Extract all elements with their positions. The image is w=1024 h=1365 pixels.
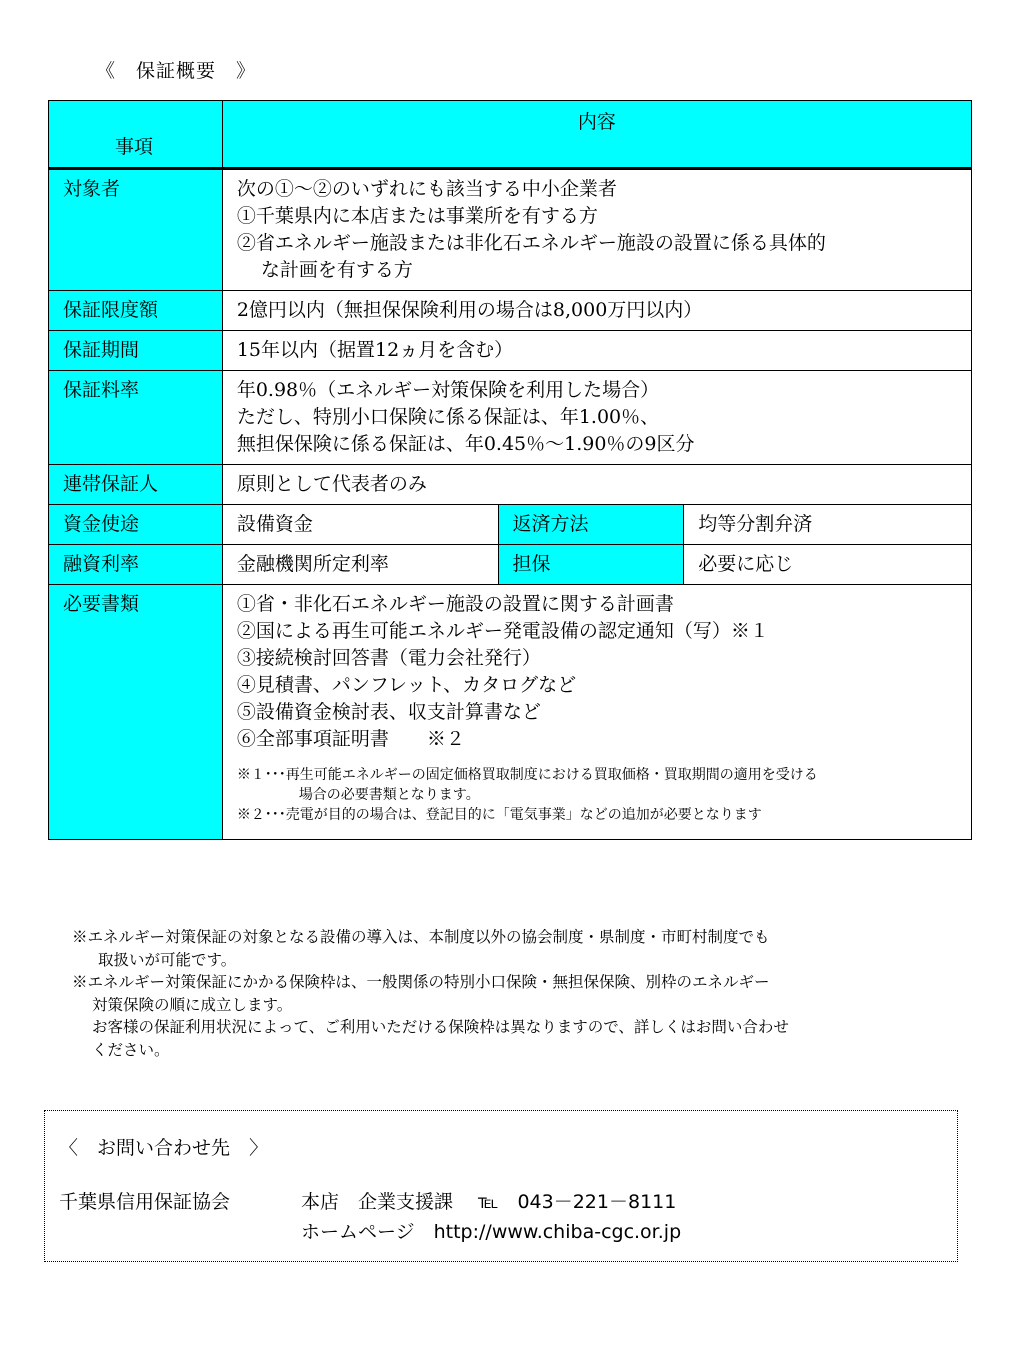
docs-note-1-cont: 場合の必要書類となります。 [298,787,480,803]
header-item-cell [49,101,223,169]
table-row-use [49,505,972,545]
remarks [72,926,972,1061]
docs-value [222,585,971,840]
contact-homepage-link[interactable]: ホームページ http://www.chiba-cgc.or.jp [301,1221,682,1243]
header-content-label: 内容 [577,111,616,133]
rate-line: 年0.98％（エネルギー対策保険を利用した場合） [236,379,660,401]
period-label: 保証期間 [49,331,223,371]
docs-label: 必要書類 [49,585,223,840]
page-heading: 《 保証概要 》 [96,60,257,82]
docs-line: ④見積書、パンフレット、カタログなど [236,674,577,696]
interest-value: 金融機関所定利率 [222,545,498,585]
header-item-label: 事項 [115,136,154,158]
docs-line: ②国による再生可能エネルギー発電設備の認定通知（写）※１ [236,620,769,642]
table-row-interest [49,545,972,585]
docs-line: ①省・非化石エネルギー施設の設置に関する計画書 [236,593,674,615]
guarantor-label: 連帯保証人 [49,465,223,505]
contact-organization: 千葉県信用保証協会 [59,1191,231,1213]
header-content-cell [222,101,971,169]
use-label: 資金使途 [49,505,223,545]
repay-label: 返済方法 [498,505,684,545]
docs-notes [237,765,957,825]
table-row-guarantor [49,465,972,505]
remark-1: ※エネルギー対策保証の対象となる設備の導入は、本制度以外の協会制度・県制度・市町村制度でも [72,928,770,946]
guarantor-value: 原則として代表者のみ [222,465,971,505]
guarantee-summary-table [48,100,972,840]
table-row-limit [49,291,972,331]
contact-box [44,1110,958,1262]
limit-value: 2億円以内（無担保保険利用の場合は8,000万円以内） [222,291,971,331]
rate-line: ただし、特別小口保険に係る保証は、年1.00％、 [236,406,660,428]
rate-line: 無担保保険に係る保証は、年0.45％～1.90％の9区分 [236,433,695,455]
target-value [222,169,971,291]
docs-line: ⑥全部事項証明書 ※２ [236,728,465,750]
docs-note-2: ※２･･･売電が目的の場合は、登記目的に「電気事業」などの追加が必要となります [236,807,762,823]
collateral-value: 必要に応じ [684,545,972,585]
interest-label: 融資利率 [49,545,223,585]
contact-title: 〈 お問い合わせ先 〉 [59,1137,269,1159]
rate-label: 保証料率 [49,371,223,465]
limit-label: 保証限度額 [49,291,223,331]
remark-3: お客様の保証利用状況によって、ご利用いただける保険枠は異なりますので、詳しくはお問い合わせ [92,1018,789,1036]
remark-2-cont: 対策保険の順に成立します。 [92,995,293,1014]
table-row-period [49,331,972,371]
target-line: な計画を有する方 [260,259,413,281]
docs-line: ③接続検討回答書（電力会社発行） [236,647,541,669]
remark-1-cont: 取扱いが可能です。 [98,950,237,969]
repay-value: 均等分割弁済 [684,505,972,545]
contact-department-phone: 本店 企業支援課 ℡ 043－221－8111 [301,1191,677,1213]
target-label: 対象者 [49,169,223,291]
remark-3-cont: ください。 [92,1040,170,1059]
table-header-row [49,101,972,169]
target-line: ②省エネルギー施設または非化石エネルギー施設の設置に係る具体的 [236,232,826,254]
use-value: 設備資金 [222,505,498,545]
remark-2: ※エネルギー対策保証にかかる保険枠は、一般関係の特別小口保険・無担保保険、別枠のエネルギー [72,973,770,991]
period-value: 15年以内（据置12ヵ月を含む） [222,331,971,371]
target-line: 次の①～②のいずれにも該当する中小企業者 [236,178,617,200]
target-line: ①千葉県内に本店または事業所を有する方 [236,205,598,227]
table-row-docs [49,585,972,840]
table-row-target [49,169,972,291]
docs-line: ⑤設備資金検討表、収支計算書など [236,701,541,723]
table-row-rate [49,371,972,465]
rate-value [222,371,971,465]
docs-note-1: ※１･･･再生可能エネルギーの固定価格買取制度における買取価格・買取期間の適用を受ける [236,767,818,783]
collateral-label: 担保 [498,545,684,585]
